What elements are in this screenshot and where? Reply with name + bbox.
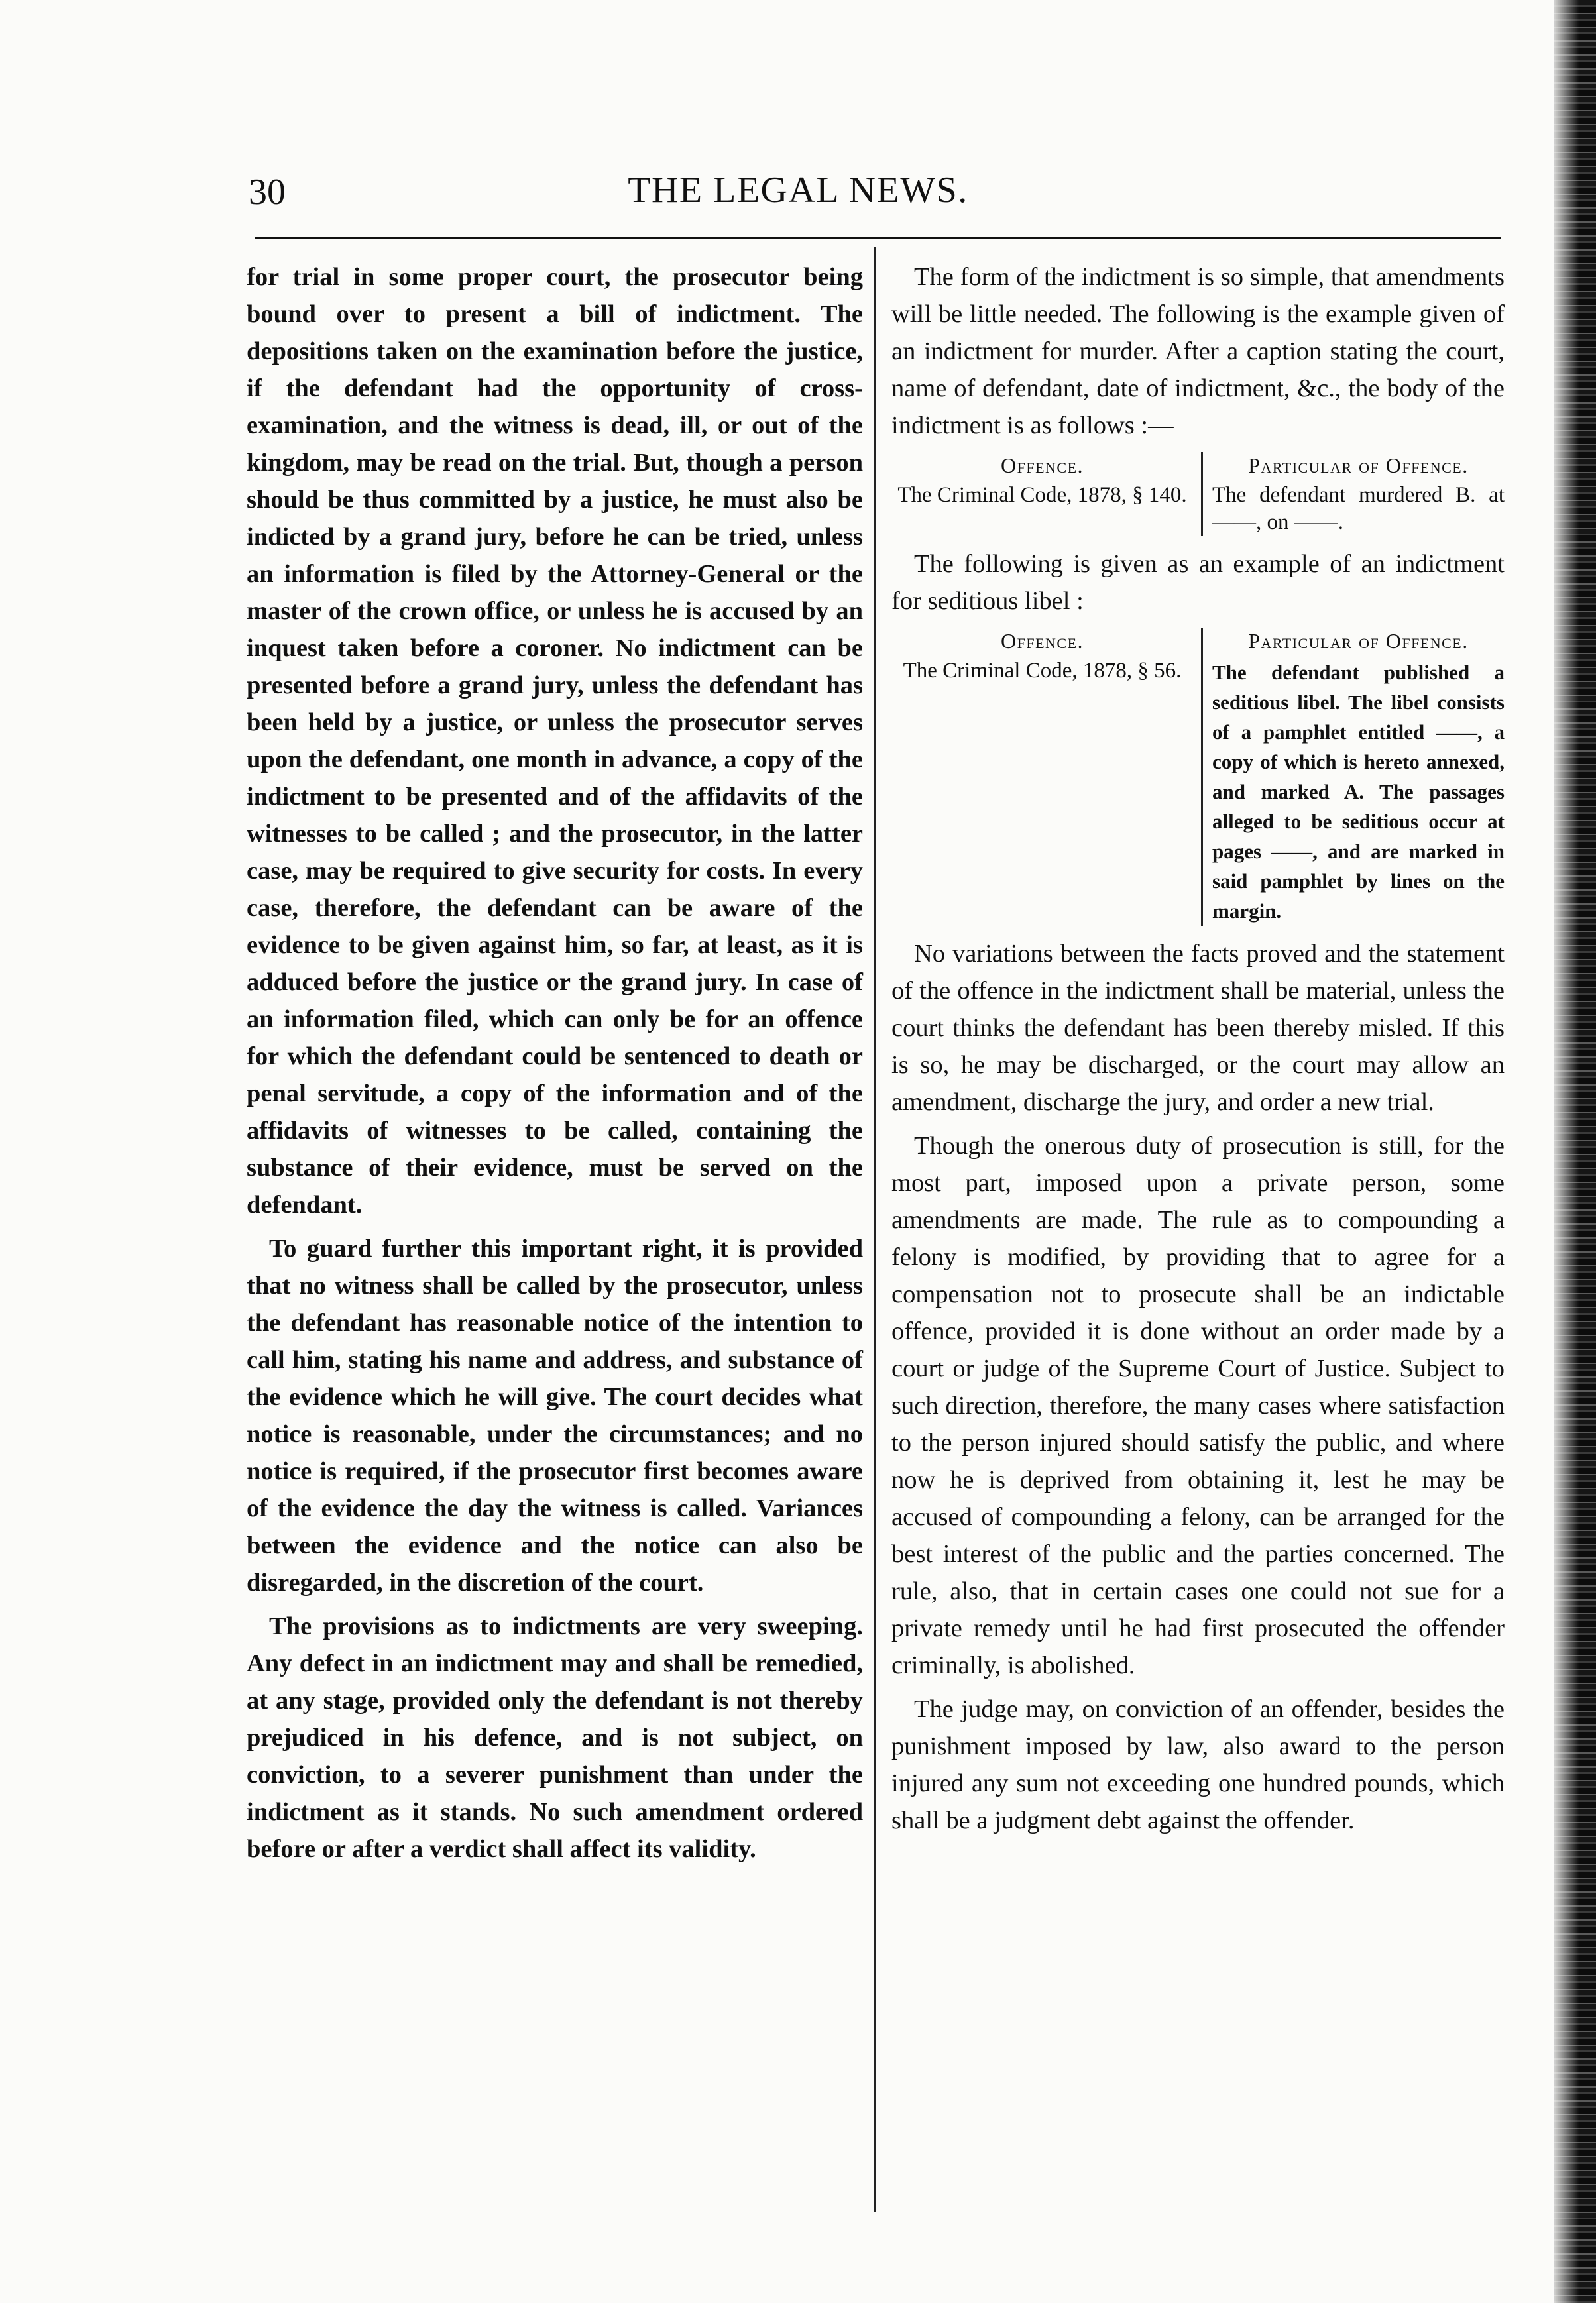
left-column xyxy=(247,258,863,1868)
offence-cell xyxy=(891,628,1201,926)
particular-text: The defendant murdered B. at ——, on ——. xyxy=(1212,483,1505,534)
scanned-page-edge xyxy=(1554,0,1596,2303)
paragraph: No variations between the facts proved and the statement of the offence in the indictment shall be material, unless the court thinks the defendant has been thereby misled. If this is so, he may be discharged, or the court may allow an amendment, discharge the jury, and order a new trial. xyxy=(891,940,1505,1116)
right-column xyxy=(891,258,1505,1839)
paragraph: for trial in some proper court, the prosecutor being bound over to present a bill of indictment. The depositions taken on the examination before the justice, if the defendant had the opportunity of cross-examination, and the witness is dead, ill, or out of the kingdom, may be read on the trial. But, though a person should be thus committed by a justice, he must also be indicted by a grand jury, before he can be tried, unless an information is filed by the Attorney-General or the master of the crown office, or unless he is accused by an inquest taken before a coroner. No indictment can be presented before a grand jury, unless the defendant has been held by a justice, or unless the prosecutor serves upon the defendant, one month in advance, a copy of the indictment to be presented and of the affidavits of the witnesses to be called ; and the prosecutor, in the latter case, may be required to give security for costs. In every case, therefore, the defendant can be aware of the evidence to be given against him, so far, at least, as it is adduced before the justice or the grand jury. In case of an information filed, which can only be for an offence for which the defendant could be sentenced to death or penal servitude, a copy of the information and of the affidavits of witnesses to be called, containing the substance of their evidence, must be served on the defendant. xyxy=(247,263,863,1219)
offence-cell xyxy=(891,452,1201,536)
paragraph: Though the onerous duty of prosecution is still, for the most part, imposed upon a private person, some amendments are made. The rule as to compounding a felony is modified, by providing that to agree for a compensation not to prosecute shall be an indictable offence, provided it is done without an order made by a court or judge of the Supreme Court of Justice. Subject to such direction, therefore, the many cases where satisfaction to the person injured should satisfy the public, and where now he is deprived from obtaining it, lest he may be accused of compounding a felony, can be arranged for the best interest of the public and the parties concerned. The rule, also, that in certain cases one could not sue for a private remedy until he had first prosecuted the offender criminally, is abolished. xyxy=(891,1132,1505,1679)
paragraph: To guard further this important right, it is provided that no witness shall be called by the prosecutor, unless the defendant has reasonable notice of the intention to call him, stating his name and address, and substance of the evidence which he will give. The court decides what notice is reasonable, under the circumstances; and no notice is required, if the prosecutor first becomes aware of the evidence the day the witness is called. Variances between the evidence and the notice can also be disregarded, in the discretion of the court. xyxy=(247,1235,863,1597)
offence-text: The Criminal Code, 1878, § 140. xyxy=(897,483,1187,507)
paragraph: The form of the indictment is so simple, that amendments will be little needed. The following is the example given of an indictment for murder. After a caption stating the court, name of defendant, date of indictment, &c., the body of the indictment is as follows :— xyxy=(891,263,1505,439)
particular-header: Particular of Offence. xyxy=(1248,453,1469,477)
paragraph: The provisions as to indictments are very sweeping. Any defect in an indictment may and shall be remedied, at any stage, provided only the defendant is not thereby prejudiced in his defence, and is not subject, on conviction, to a severer punishment than under the indictment as it stands. No such amendment ordered before or after a verdict shall affect its validity. xyxy=(247,1612,863,1863)
particular-header: Particular of Offence. xyxy=(1248,629,1469,653)
header-rule xyxy=(255,237,1501,239)
paragraph: The judge may, on conviction of an offender, besides the punishment imposed by law, also award to the person injured any sum not exceeding one hundred pounds, which shall be a judgment debt against the offender. xyxy=(891,1695,1505,1834)
page-number: 30 xyxy=(249,172,286,213)
particular-cell xyxy=(1201,628,1505,926)
column-divider xyxy=(874,247,876,2212)
offence-header: Offence. xyxy=(1000,453,1084,477)
offence-header: Offence. xyxy=(1000,629,1084,653)
page-title: THE LEGAL NEWS. xyxy=(628,170,968,211)
offence-text: The Criminal Code, 1878, § 56. xyxy=(903,659,1182,683)
libel-indictment-table xyxy=(891,628,1505,926)
paragraph: The following is given as an example of an indictment for seditious libel : xyxy=(891,550,1505,615)
murder-indictment-table xyxy=(891,452,1505,536)
particular-text: The defendant published a seditious libel. The libel consists of a pamphlet entitled ——, a copy of which is hereto annexed, and marked A. The passages alleged to be seditious occur at pages ——, and are marked in said pamphlet by lines on the margin. xyxy=(1212,661,1505,923)
particular-cell xyxy=(1201,452,1505,536)
